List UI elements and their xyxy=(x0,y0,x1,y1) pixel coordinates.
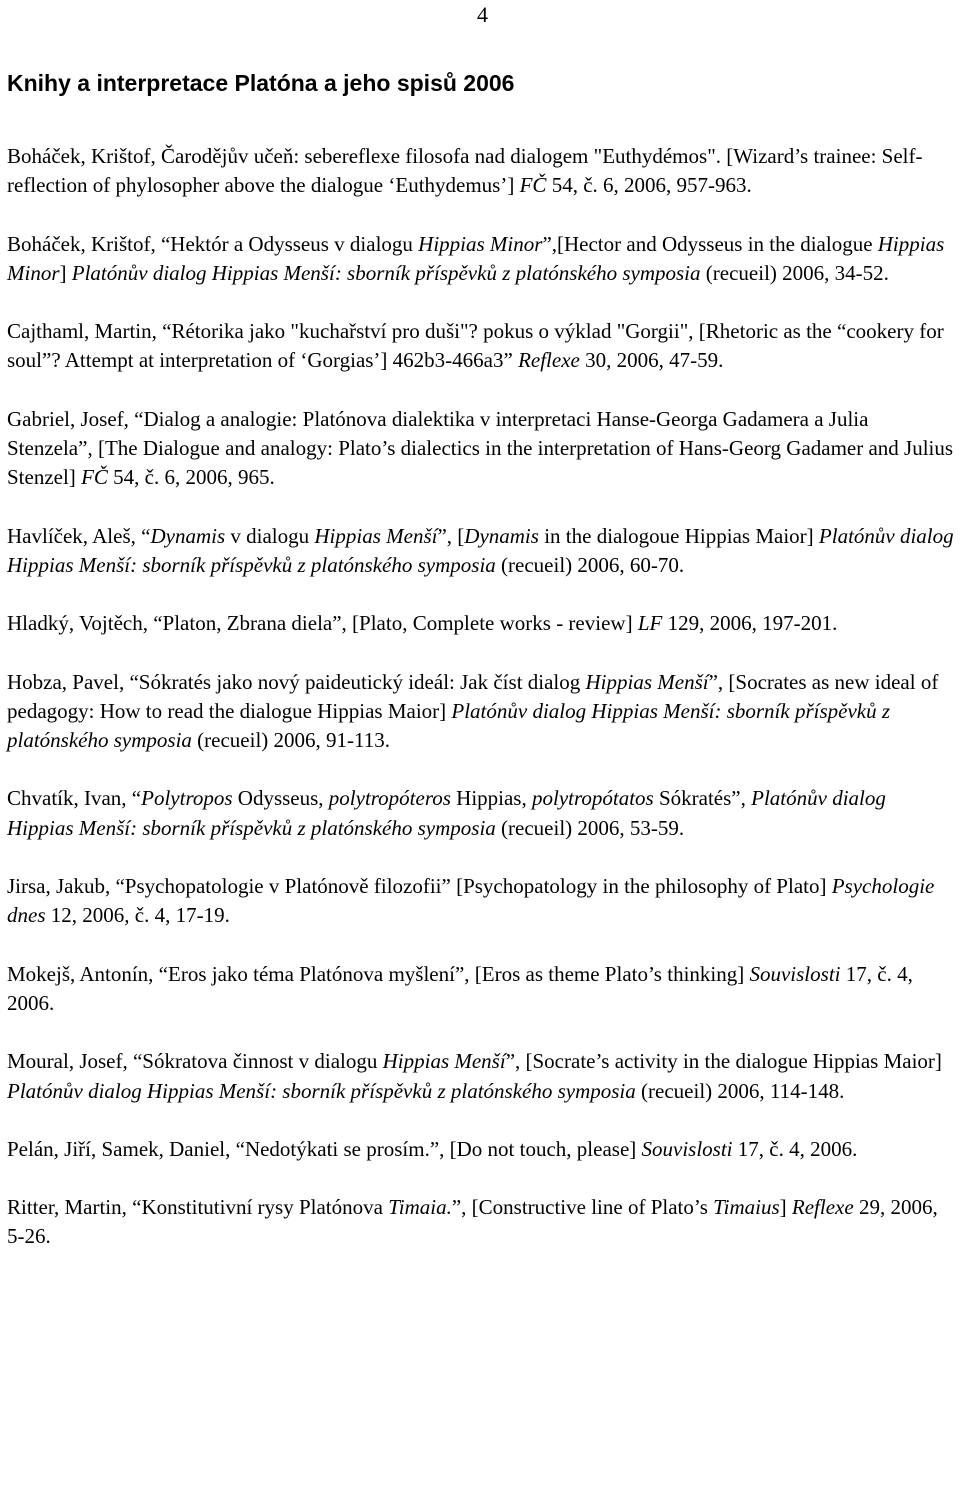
entry-text: ] xyxy=(59,260,72,285)
entry-text: Boháček, Krištof, Čarodějův učeň: sebereflexe filosofa nad dialogem "Euthydémos". [Wizard’s trainee: Self-reflection of phylosopher above the dialogue ‘Euthydemus’] xyxy=(7,144,923,198)
entry-text: 54, č. 6, 2006, 965. xyxy=(107,465,275,490)
entry-text: Ritter, Martin, “Konstitutivní rysy Platónova xyxy=(7,1195,389,1220)
bibliography-entry xyxy=(7,784,957,843)
bibliography-entry xyxy=(7,960,957,1019)
italic-title: Platónův dialog Hippias Menší: sborník příspěvků z platónského symposia xyxy=(71,260,701,285)
italic-title: Hippias Minor xyxy=(418,231,543,256)
bibliography-entry xyxy=(7,230,957,289)
italic-title: Platónův dialog Hippias Menší: sborník příspěvků z platónského symposia xyxy=(7,1078,636,1103)
entry-text: Jirsa, Jakub, “Psychopatologie v Platónově filozofii” [Psychopatology in the philosophy of Plato] xyxy=(7,874,832,899)
entry-text: Odysseus, xyxy=(232,786,329,811)
bibliography-entry xyxy=(7,317,957,376)
entry-text: (recueil) 2006, 91-113. xyxy=(191,728,390,753)
entry-text: in the dialogoue Hippias Maior] xyxy=(538,523,819,548)
page-title: Knihy a interpretace Platóna a jeho spisů 2006 xyxy=(7,70,515,96)
italic-title: Souvislosti xyxy=(641,1136,733,1161)
italic-title: polytropóteros xyxy=(328,786,451,811)
bibliography-entry xyxy=(7,668,957,756)
italic-title: Dynamis xyxy=(150,523,226,548)
entry-text: Sókratés”, xyxy=(653,786,752,811)
italic-title: Platónův dialog Hippias Menší: sborník příspěvků z platónského symposia xyxy=(7,523,954,577)
entry-text: v dialogu xyxy=(225,523,315,548)
bibliography-entry xyxy=(7,1047,957,1106)
entry-text: Hladký, Vojtěch, “Platon, Zbrana diela”, [Plato, Complete works - review] xyxy=(7,611,638,636)
bibliography-entry xyxy=(7,1193,957,1252)
entry-text: ”, [Socrate’s activity in the dialogue Hippias Maior] xyxy=(505,1049,942,1074)
entry-text: 29, 2006, 5-26. xyxy=(7,1195,938,1249)
italic-title: polytropótatos xyxy=(531,786,654,811)
italic-title: Timaius xyxy=(713,1195,780,1220)
italic-title: Timaia. xyxy=(388,1195,452,1220)
entry-text: Cajthaml, Martin, “Rétorika jako "kuchařství pro duši"? pokus o výklad "Gorgii", [Rhetoric as the “cookery for soul”? Attempt at interpretation of ‘Gorgias’] 462b3-466a3” xyxy=(7,319,944,373)
bibliography-list xyxy=(7,142,957,1281)
italic-title: LF xyxy=(637,611,663,636)
bibliography-entry xyxy=(7,142,957,201)
entry-text: ”, [ xyxy=(437,523,465,548)
entry-text: (recueil) 2006, 53-59. xyxy=(495,815,685,840)
entry-text: Gabriel, Josef, “Dialog a analogie: Platónova dialektika v interpretaci Hanse-Georga Gadamera a Julia Stenzela”, [The Dialogue and analogy: Plato’s dialectics in the interpretation of Hans-Georg Gadamer and Julius Stenzel] xyxy=(7,406,954,490)
entry-text: Mokejš, Antonín, “Eros jako téma Platónova myšlení”, [Eros as theme Plato’s thinking] xyxy=(7,961,750,986)
bibliography-entry xyxy=(7,872,957,931)
italic-title: Souvislosti xyxy=(749,961,841,986)
entry-text: (recueil) 2006, 114-148. xyxy=(635,1078,845,1103)
entry-text: Moural, Josef, “Sókratova činnost v dialogu xyxy=(7,1049,383,1074)
entry-text: 30, 2006, 47-59. xyxy=(579,348,724,373)
entry-text: Boháček, Krištof, “Hektór a Odysseus v dialogu xyxy=(7,231,419,256)
entry-text: Pelán, Jiří, Samek, Daniel, “Nedotýkati se prosím.”, [Do not touch, please] xyxy=(7,1136,642,1161)
entry-text: 129, 2006, 197-201. xyxy=(662,611,838,636)
italic-title: Hippias Menší xyxy=(585,669,709,694)
italic-title: FČ xyxy=(81,465,108,490)
entry-text: (recueil) 2006, 60-70. xyxy=(495,552,685,577)
bibliography-entry xyxy=(7,522,957,581)
italic-title: Dynamis xyxy=(464,523,539,548)
bibliography-entry xyxy=(7,609,957,638)
bibliography-entry xyxy=(7,405,957,493)
entry-text: ”, [Socrates as new ideal of pedagogy: How to read the dialogue Hippias Maior] xyxy=(7,669,939,723)
entry-text: Hobza, Pavel, “Sókratés jako nový paideutický ideál: Jak číst dialog xyxy=(7,669,586,694)
entry-text: ”,[Hector and Odysseus in the dialogue xyxy=(542,231,878,256)
italic-title: Polytropos xyxy=(141,786,233,811)
page-number: 4 xyxy=(477,2,488,27)
bibliography-entry xyxy=(7,1135,957,1164)
entry-text: Hippias, xyxy=(450,786,532,811)
entry-text: 17, č. 4, 2006. xyxy=(732,1136,858,1161)
entry-text: Havlíček, Aleš, “ xyxy=(7,523,151,548)
entry-text: (recueil) 2006, 34-52. xyxy=(700,260,889,285)
entry-text: 54, č. 6, 2006, 957-963. xyxy=(546,173,752,198)
italic-title: Hippias Minor xyxy=(7,231,945,285)
italic-title: Hippias Menší xyxy=(314,523,438,548)
italic-title: Psychologie dnes xyxy=(7,874,935,928)
italic-title: Hippias Menší xyxy=(382,1049,506,1074)
italic-title: Platónův dialog Hippias Menší: sborník příspěvků z platónského symposia xyxy=(7,786,886,840)
entry-text: 17, č. 4, 2006. xyxy=(7,961,913,1015)
italic-title: FČ xyxy=(519,173,547,198)
italic-title: Platónův dialog Hippias Menší: sborník příspěvků z platónského symposia xyxy=(7,698,891,753)
italic-title: Reflexe xyxy=(518,348,580,373)
entry-text: ] xyxy=(779,1195,792,1220)
entry-text: ”, [Constructive line of Plato’s xyxy=(451,1195,714,1220)
entry-text: 12, 2006, č. 4, 17-19. xyxy=(45,903,230,928)
italic-title: Reflexe xyxy=(791,1195,854,1220)
entry-text: Chvatík, Ivan, “ xyxy=(7,786,142,811)
